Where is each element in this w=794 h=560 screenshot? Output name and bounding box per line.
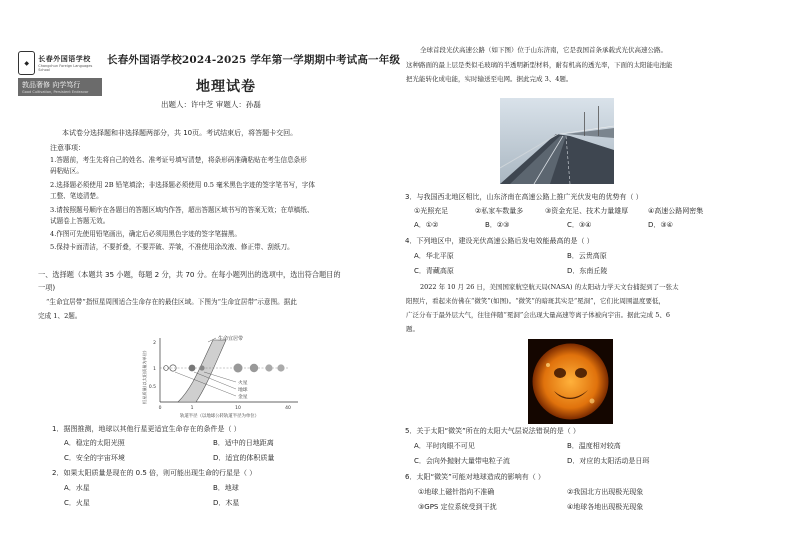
- logo-motto-en: Good Cultivation, Persistent Endeavor: [22, 90, 89, 94]
- note-line: 3.请按照题号顺序在各题目的答题区域内作答，超出答题区域书写的答案无效；在草稿纸、: [50, 206, 314, 214]
- logo-school-name-en: Changchun Foreign Languages School: [38, 64, 93, 72]
- passage-line: 题。: [406, 325, 419, 333]
- author-line: 出题人：许中芝 审题人：孙磊: [161, 100, 261, 109]
- question-stem: 5．关于太阳“微笑”所在的太阳大气层说法错误的是（ ）: [405, 427, 580, 435]
- option-2d[interactable]: D．木星: [213, 499, 240, 507]
- option-4b[interactable]: B．云贵高原: [567, 252, 607, 260]
- planet-saturn: [250, 364, 258, 372]
- note-line: 4.作图可先使用铅笔画出，确定后必须用黑色字迹的签字笔描黑。: [50, 230, 241, 238]
- logo-school-name: 长春外国语学校: [38, 54, 91, 63]
- x-tick-label: 10: [235, 406, 241, 411]
- option-4d[interactable]: D．东南丘陵: [567, 267, 608, 275]
- passage-line: 完成 1、2题。: [38, 312, 82, 320]
- note-line: 试题卷上答题无效。: [50, 217, 110, 225]
- notes-title: 注意事项：: [50, 144, 85, 152]
- planet-uranus: [265, 364, 272, 371]
- planet-neptune: [277, 364, 284, 371]
- option-3a[interactable]: A．①②: [414, 221, 439, 229]
- passage-line: 广泛分布于最外层大气，往往伴随“冕洞”会出现大量高速等离子体被向宇宙。据此完成 5、6: [406, 311, 670, 319]
- exam-title: 地理试卷: [196, 79, 256, 95]
- option-1b[interactable]: B．适中的日地距离: [213, 439, 274, 447]
- statement-6-4: ④地球各地出现极光现象: [567, 503, 644, 511]
- x-tick-label: 0: [158, 406, 162, 411]
- statement-6-3: ③GPS 定位系统受到干扰: [418, 503, 497, 511]
- note-line: 工整、笔迹清楚。: [50, 192, 103, 200]
- planet-label: 金星: [238, 395, 248, 400]
- planet-jupiter: [234, 364, 243, 373]
- option-2a[interactable]: A．水星: [64, 484, 90, 492]
- passage-line: 全球首段光伏高速公路（如下图）位于山东济南，它是我国首条承载式光伏高速公路。: [420, 46, 667, 54]
- question-stem: 1．据图推测，地球以其他行星更适宜生命存在的条件是（ ）: [52, 425, 241, 433]
- option-3c[interactable]: C．③④: [567, 221, 592, 229]
- y-tick-label: 2: [153, 341, 156, 346]
- passage-line: 阳照片，看起来仿佛在“微笑”(如图)。“微笑”的暗斑其实是“冕洞”，它们比周围温度要低，: [406, 297, 666, 305]
- band-label: 生命宜居带: [218, 336, 244, 342]
- note-line: 2.选择题必须使用 2B 铅笔填涂；非选择题必须使用 0.5 毫米黑色字迹的签字笔书写，字体: [50, 181, 315, 189]
- logo-motto: 敦品奢修 向学笃行: [22, 81, 81, 89]
- planet-mars: [199, 365, 204, 370]
- statement-6-1: ①地球上磁针指向不准确: [418, 488, 495, 496]
- logo-motto-band: [18, 78, 102, 96]
- school-logo: [18, 48, 102, 98]
- question-stem: 4．下列地区中，建设光伏高速公路后发电效能最高的是（ ）: [405, 237, 594, 245]
- smiling-sun-illustration: [528, 339, 613, 424]
- option-5b[interactable]: B．温度相对较高: [567, 442, 621, 450]
- option-3d[interactable]: D．③④: [648, 221, 673, 229]
- instructions-intro: 本试卷分选择题和非选择题两部分，共 10页。考试结束后，将答题卡交回。: [62, 129, 298, 137]
- option-4c[interactable]: C．青藏高原: [414, 267, 454, 275]
- y-tick-label: 1: [153, 367, 156, 372]
- statement-3: ③资金充足、技术力量雄厚: [545, 207, 629, 215]
- note-line: 码粘贴区。: [50, 167, 83, 175]
- section-heading: 一、选择题（本题共 35 小题，每题 2 分，共 70 分。在每小题列出的选项中，选出符合题目的: [38, 270, 341, 279]
- option-1d[interactable]: D．适宜的体积质量: [213, 454, 275, 462]
- section-heading-cont: 一项): [38, 283, 56, 292]
- question-stem: 3．与我国西北地区相比，山东济南在高速公路上推广光伏发电的优势有（ ）: [405, 193, 643, 201]
- option-5c[interactable]: C．会向外抛射大量带电粒子流: [414, 457, 510, 465]
- option-5d[interactable]: D．对应的太阳活动是日珥: [567, 457, 650, 465]
- statement-4: ④高速公路网密集: [648, 207, 704, 215]
- x-tick-label: 40: [285, 406, 291, 411]
- option-1a[interactable]: A．稳定的太阳光照: [64, 439, 125, 447]
- passage-line: 把光能转化成电能，实时输送至电网。据此完成 3、4题。: [406, 75, 573, 83]
- passage-line: 2022 年 10 月 26 日，美国国家航空航天局(NASA) 的太阳动力学天文台捕捉到了一张太: [420, 283, 679, 291]
- y-tick-label: 0.5: [148, 385, 156, 390]
- habitable-zone-diagram: [138, 332, 313, 420]
- note-line: 1.答题前，考生先将自己的姓名、准考证号填写清楚，将条形码准确粘贴在考生信息条形: [50, 156, 307, 164]
- question-stem: 6．太阳“微笑”可能对地球造成的影响有（ ）: [405, 473, 545, 481]
- option-5a[interactable]: A．平时肉眼不可见: [414, 442, 475, 450]
- option-2c[interactable]: C．火星: [64, 499, 90, 507]
- statement-6-2: ②我国北方出现极光现象: [567, 488, 644, 496]
- statement-2: ②私家车数量多: [475, 207, 524, 215]
- question-stem: 2．如果太阳质量是现在的 0.5 倍，则可能出现生命的行星是（ ）: [52, 469, 257, 477]
- planet-earth: [189, 365, 196, 372]
- passage-line: 这种路面的最上层是类似毛玻璃的半透明新型材料，耐有机高的透光率，下面的太阳能电池能: [406, 61, 673, 69]
- planet-label: 火星: [238, 381, 248, 386]
- planet-label: 地球: [238, 388, 248, 393]
- solar-highway-illustration: [500, 98, 614, 184]
- habitable-band: [178, 340, 226, 402]
- solar-highway-photo: [500, 98, 614, 184]
- option-1c[interactable]: C．安全的宇宙环境: [64, 454, 125, 462]
- statement-1: ①光照充足: [414, 207, 449, 215]
- x-axis-label: 轨道半径（以地球公转轨道半径为单位）: [180, 414, 260, 419]
- school-emblem-icon: ◆: [18, 51, 35, 75]
- smiling-sun-photo: [528, 339, 613, 424]
- school-title: 长春外国语学校2024-2025 学年第一学期期中考试高一年级: [107, 54, 401, 66]
- option-2b[interactable]: B．地球: [213, 484, 239, 492]
- note-line: 5.保持卡面清洁，不要折叠，不要弄破、弄皱，不准使用涂改液、修正带、刮纸刀。: [50, 243, 294, 251]
- option-4a[interactable]: A．华北平原: [414, 252, 454, 260]
- y-axis-label: 恒星质量(以太阳质量为单位): [142, 350, 147, 404]
- option-3b[interactable]: B．②③: [485, 221, 510, 229]
- x-tick-label: 1: [190, 406, 194, 411]
- passage-line: “生命宜居带”指恒星周围适合生命存在的最佳区域。下图为“生命宜居带”示意图。据此: [46, 298, 297, 306]
